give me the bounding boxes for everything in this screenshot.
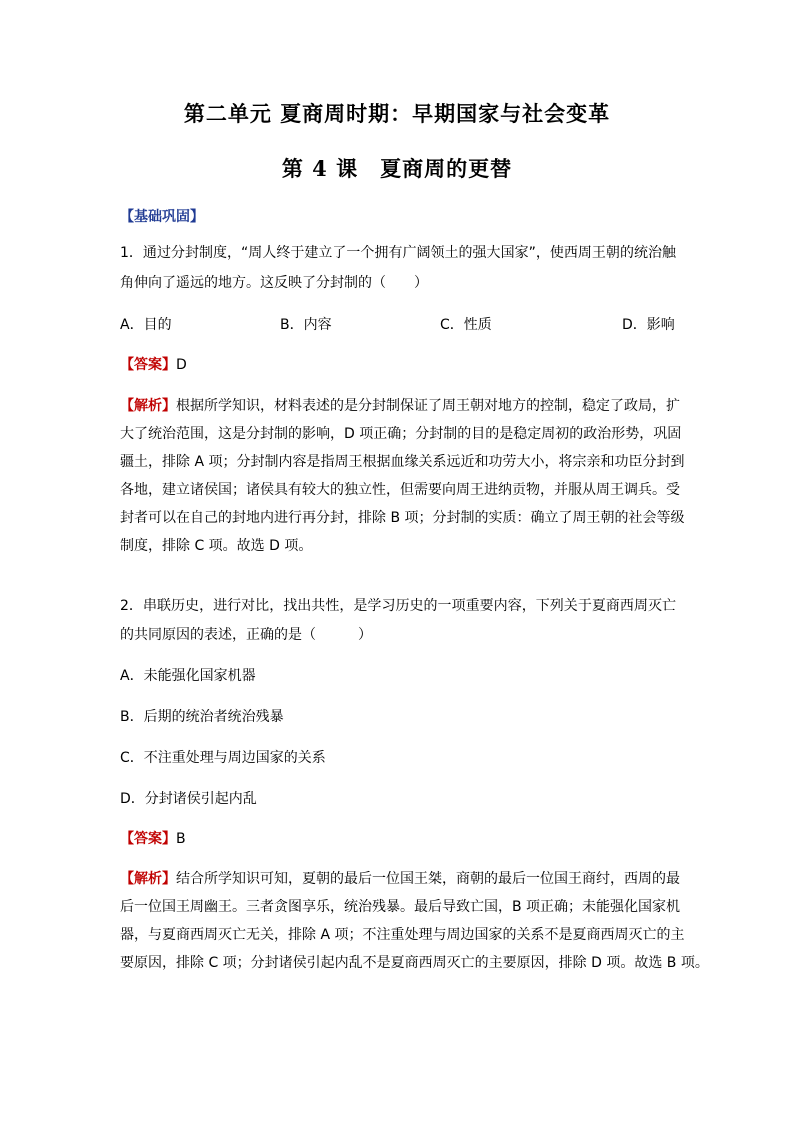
- q1-stem-line-1: 1．通过分封制度，“周人终于建立了一个拥有广阔领土的强大国家”，使西周王朝的统治触: [120, 245, 676, 261]
- q1-answer-value: D: [176, 357, 187, 373]
- q1-stem-line-2: 角伸向了遥远的地方。这反映了分封制的（ ）: [120, 275, 428, 291]
- q1-analysis-line-4: 各地，建立诸侯国；诸侯具有较大的独立性，但需要向周王进纳贡物，并服从周王调兵。受: [120, 482, 680, 498]
- q2-analysis-line-3: 器，与夏商西周灭亡无关，排除 A 项；不注重处理与周边国家的关系不是夏商西周灭亡的主: [120, 927, 685, 943]
- q2-answer-value: B: [176, 831, 186, 847]
- q2-stem-line-1: 2．串联历史，进行对比，找出共性，是学习历史的一项重要内容，下列关于夏商西周灭亡: [120, 598, 676, 614]
- q1-option-b: B．内容: [280, 317, 332, 333]
- q2-answer-label: 【答案】: [120, 831, 176, 847]
- q1-option-c: C．性质: [440, 317, 492, 333]
- q1-analysis-line-5: 封者可以在自己的封地内进行再分封，排除 B 项；分封制的实质：确立了周王朝的社会等级: [120, 510, 685, 526]
- q1-answer-label: 【答案】: [120, 357, 176, 373]
- q2-analysis-line-2: 后一位国王周幽王。三者贪图享乐，统治残暴。最后导致亡国，B 项正确；未能强化国家机: [120, 899, 681, 915]
- q2-answer: [120, 829, 676, 849]
- q1-analysis-label: 【解析】: [120, 398, 176, 414]
- q2-analysis-label: 【解析】: [120, 871, 176, 887]
- q2-option-d: D．分封诸侯引起内乱: [120, 791, 257, 807]
- q1-analysis-text-1: 根据所学知识，材料表述的是分封制保证了周王朝对地方的控制，稳定了政局，扩: [176, 398, 680, 414]
- q1-analysis-line-2: 大了统治范围，这是分封制的影响，D 项正确；分封制的目的是稳定周初的政治形势，巩固: [120, 426, 682, 442]
- q1-answer: [120, 355, 676, 375]
- q1-option-a: A．目的: [120, 317, 172, 333]
- q2-option-b: B．后期的统治者统治残暴: [120, 709, 284, 725]
- q1-options: [120, 314, 676, 334]
- section-label: 【基础巩固】: [120, 209, 204, 225]
- q1-analysis-line-3: 疆土，排除 A 项；分封制内容是指周王根据血缘关系远近和功劳大小，将宗亲和功臣分封到: [120, 454, 685, 470]
- q1-analysis-line-6: 制度，排除 C 项。故选 D 项。: [120, 538, 313, 554]
- q1-option-d: D．影响: [622, 317, 675, 333]
- q2-analysis-text-1: 结合所学知识可知，夏朝的最后一位国王桀，商朝的最后一位国王商纣，西周的最: [176, 871, 680, 887]
- q1-analysis-line-1: [120, 396, 680, 416]
- q2-option-a: A．未能强化国家机器: [120, 668, 256, 684]
- unit-title: 第二单元 夏商周时期：早期国家与社会变革: [183, 101, 611, 126]
- q2-option-c: C．不注重处理与周边国家的关系: [120, 750, 326, 766]
- lesson-title: 第 4 课 夏商周的更替: [281, 156, 513, 181]
- q2-analysis-line-4: 要原因，排除 C 项；分封诸侯引起内乱不是夏商西周灭亡的主要原因，排除 D 项。故选 B 项。: [120, 955, 709, 971]
- q2-stem-line-2: 的共同原因的表述，正确的是（ ）: [120, 627, 372, 643]
- q2-analysis-line-1: [120, 869, 680, 889]
